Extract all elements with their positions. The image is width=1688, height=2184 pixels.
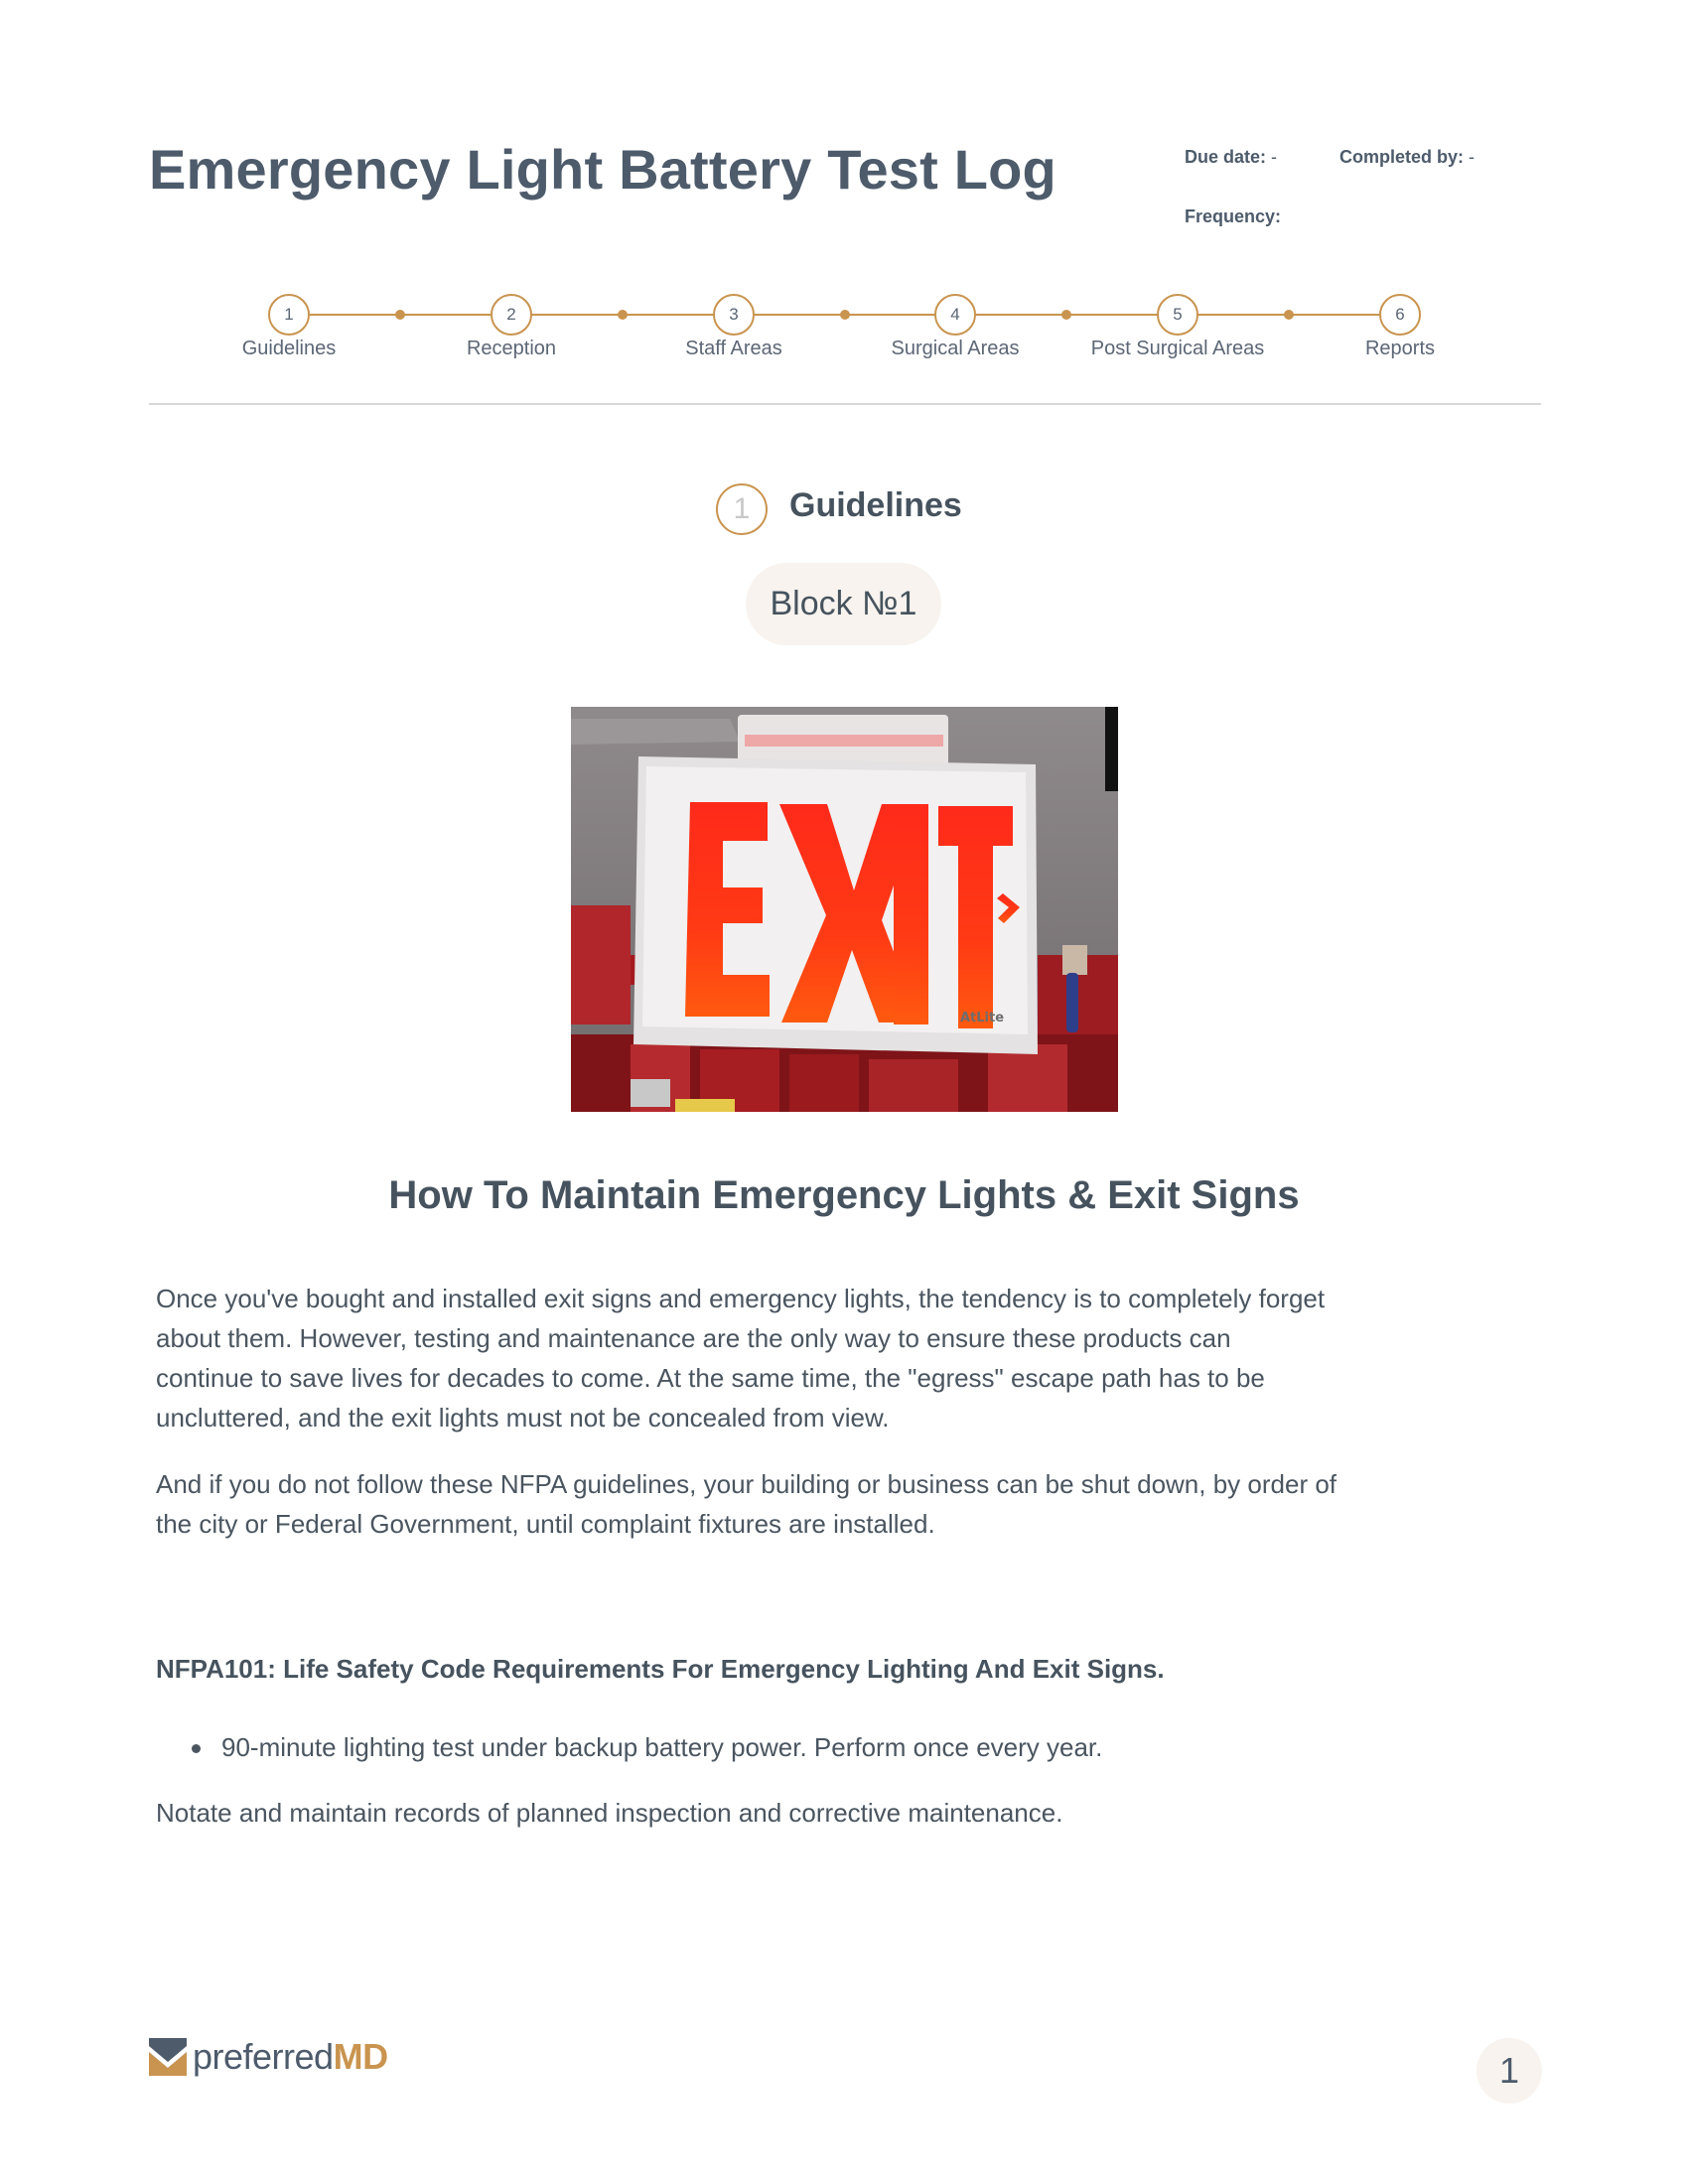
completed-by-value: - — [1464, 147, 1476, 167]
stepper-dot — [1284, 310, 1294, 320]
section-number-badge: 1 — [716, 483, 768, 535]
step-1-label-guidelines[interactable]: Guidelines — [241, 338, 337, 359]
step-5-circle[interactable]: 5 — [1157, 294, 1198, 336]
section-heading: How To Maintain Emergency Lights & Exit Signs — [388, 1173, 1300, 1217]
page-number-badge: 1 — [1477, 2038, 1542, 2104]
step-4-label-surgical-areas[interactable]: Surgical Areas — [891, 338, 1020, 359]
frequency-label: Frequency: — [1185, 206, 1282, 226]
progress-stepper — [0, 0, 1688, 397]
header-divider — [149, 403, 1541, 405]
paragraph-line: about them. However, testing and maintenance are the only way to ensure these products can — [156, 1323, 1231, 1353]
stepper-dot — [1061, 310, 1071, 320]
intro-paragraph — [156, 1279, 1546, 1437]
block-label-pill: Block №1 — [746, 563, 941, 645]
exit-sign-photo — [571, 707, 1118, 1112]
warning-paragraph — [156, 1464, 1546, 1544]
logo-wordmark: preferredMD — [193, 2036, 388, 2077]
requirements-heading: NFPA101: Life Safety Code Requirements For Emergency Lighting And Exit Signs. — [156, 1654, 1165, 1684]
due-date-label: Due date: — [1185, 147, 1267, 167]
checkmark-logo-icon — [149, 2038, 187, 2076]
paragraph-line: uncluttered, and the exit lights must not be concealed from view. — [156, 1403, 890, 1433]
document-title: Emergency Light Battery Test Log — [149, 138, 1056, 201]
bullet-text: 90-minute lighting test under backup battery power. Perform once every year. — [221, 1732, 1103, 1762]
step-6-label-reports[interactable]: Reports — [1364, 338, 1436, 359]
bullet-icon — [192, 1744, 201, 1753]
stepper-dot — [618, 310, 628, 320]
paragraph-line: Once you've bought and installed exit signs and emergency lights, the tendency is to completely forget — [156, 1284, 1326, 1313]
due-date-value: - — [1266, 147, 1278, 167]
stepper-dot — [840, 310, 850, 320]
step-3-circle[interactable]: 3 — [713, 294, 755, 336]
preferredmd-logo — [149, 2033, 388, 2081]
step-5-label-post-surgical-areas[interactable]: Post Surgical Areas — [1090, 338, 1265, 359]
stepper-dot — [395, 310, 405, 320]
paragraph-line: And if you do not follow these NFPA guidelines, your building or business can be shut down, by order of — [156, 1469, 1337, 1499]
paragraph-line: the city or Federal Government, until complaint fixtures are installed. — [156, 1509, 935, 1539]
brand-text: AtLite — [960, 1011, 1005, 1025]
closing-paragraph: Notate and maintain records of planned inspection and corrective maintenance. — [156, 1798, 1063, 1828]
step-4-circle[interactable]: 4 — [934, 294, 976, 336]
paragraph-line: continue to save lives for decades to come. At the same time, the "egress" escape path has to be — [156, 1363, 1265, 1393]
step-6-circle[interactable]: 6 — [1379, 294, 1421, 336]
step-1-circle[interactable]: 1 — [268, 294, 310, 336]
step-2-circle[interactable]: 2 — [491, 294, 532, 336]
completed-by-label: Completed by: — [1339, 147, 1465, 167]
step-2-label-reception[interactable]: Reception — [466, 338, 557, 359]
bullet-list-item — [192, 1727, 1102, 1767]
section-title: Guidelines — [789, 486, 962, 524]
step-3-label-staff-areas[interactable]: Staff Areas — [685, 338, 782, 359]
